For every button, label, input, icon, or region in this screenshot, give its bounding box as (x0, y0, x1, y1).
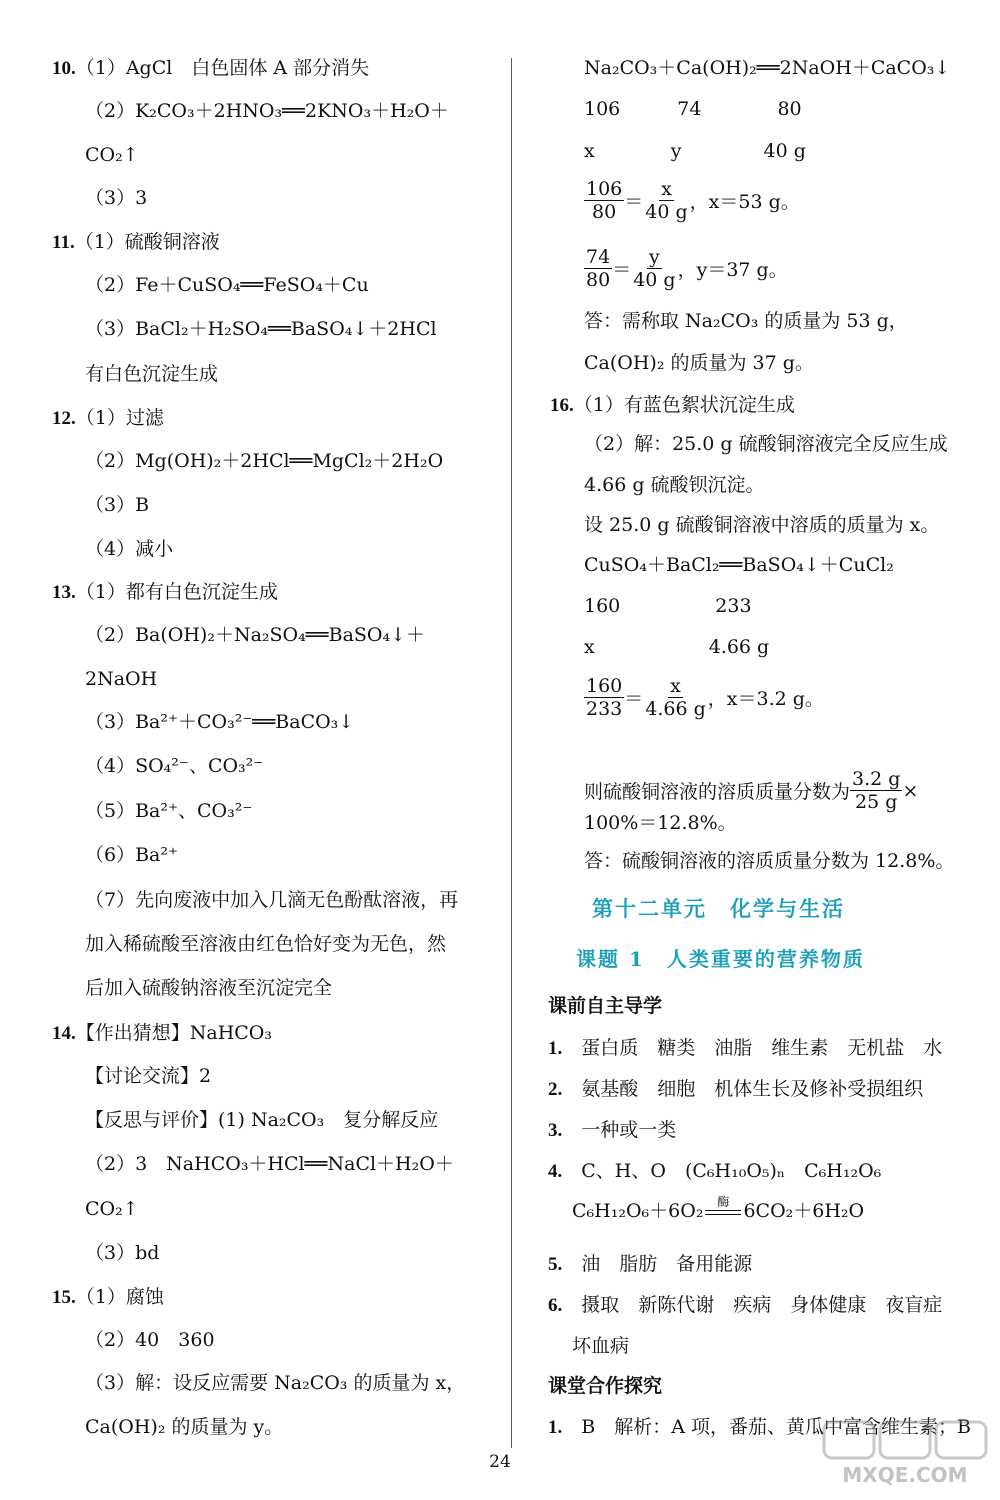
answer-line: Ca(OH)₂ 的质量为 37 g。 (584, 352, 814, 374)
numerator: 3.2 g (852, 768, 901, 790)
list-item: 3. 一种或一类 (548, 1119, 677, 1141)
section-heading: 课堂合作探究 (548, 1375, 663, 1397)
denominator: 40 g (633, 269, 676, 291)
question-16: 16.（1）有蓝色絮状沉淀生成 (550, 394, 795, 416)
answer-line: （2）40 360 (85, 1329, 215, 1351)
answer-line: 后加入硫酸钠溶液至沉淀完全 (85, 977, 333, 999)
answer-line: 100%＝12.8%。 (584, 812, 737, 834)
products: 6CO₂＋6H₂O (743, 1200, 865, 1222)
lesson-title: 课题 1 人类重要的营养物质 (576, 947, 865, 971)
section-heading: 课前自主导学 (548, 995, 663, 1017)
answer-line: 答：硫酸铜溶液的溶质质量分数为 12.8%。 (584, 850, 955, 872)
answer-line: （2）3 NaHCO₃＋HCl══NaCl＋H₂O＋ (85, 1153, 454, 1175)
answer-line: 15.（1）腐蚀 (52, 1286, 164, 1308)
proportion-2: $\frac{74}{80}$ ＝ $\frac{y}{40 g}$ ，y＝37 g。 (586, 246, 788, 291)
answer-line: （2）K₂CO₃＋2HNO₃══2KNO₃＋H₂O＋ (85, 100, 449, 122)
answer-line: 12.（1）过滤 (52, 407, 164, 429)
equation-line: x y 40 g (584, 140, 806, 162)
answer-line: 加入稀硫酸至溶液由红色恰好变为无色，然 (85, 933, 447, 955)
equation-line: 106 74 80 (584, 98, 802, 120)
answer-line: （5）Ba²⁺、CO₃²⁻ (85, 800, 253, 822)
answer-line: （3）3 (85, 187, 148, 209)
answer-line: （2）解：25.0 g 硫酸铜溶液完全反应生成 (584, 433, 948, 455)
answer-line: （2）Mg(OH)₂＋2HCl══MgCl₂＋2H₂O (85, 450, 444, 472)
result: ，x＝3.2 g。 (707, 688, 824, 710)
watermark-logo (820, 1418, 990, 1490)
answer-line: Ca(OH)₂ 的质量为 y。 (85, 1416, 284, 1438)
list-item: 1. B 解析：A 项，番茄、黄瓜中富含维生素；B (548, 1416, 971, 1438)
denominator: 4.66 g (645, 698, 706, 720)
denominator: 25 g (855, 791, 898, 813)
answer-line: （4）减小 (85, 538, 174, 560)
answer-line: 有白色沉淀生成 (85, 363, 219, 385)
answer-line: 10.（1）AgCl 白色固体 A 部分消失 (52, 57, 370, 79)
denominator: 233 (586, 698, 623, 720)
equation-line: CuSO₄＋BaCl₂══BaSO₄↓＋CuCl₂ (584, 554, 894, 576)
reactants: C₆H₁₂O₆＋6O₂ (572, 1200, 704, 1222)
proportion-1: $\frac{106}{80}$ ＝ $\frac{x}{40 g}$ ，x＝53 g。 (586, 178, 800, 223)
answer-line: 11.（1）硫酸铜溶液 (52, 231, 220, 253)
list-item: 1. 蛋白质 糖类 油脂 维生素 无机盐 水 (548, 1037, 943, 1059)
answer-line: （6）Ba²⁺ (85, 844, 179, 866)
condition: 酶 (717, 1195, 730, 1209)
answer-line: （7）先向废液中加入几滴无色酚酞溶液，再 (85, 889, 459, 911)
equation-line: x 4.66 g (584, 636, 770, 658)
times-sign: × (902, 779, 919, 802)
result: ，y＝37 g。 (677, 259, 788, 281)
answer-line: 4.66 g 硫酸钡沉淀。 (584, 474, 765, 496)
answer-line: 答：需称取 Na₂CO₃ 的质量为 53 g， (584, 310, 908, 332)
answer-line: 2NaOH (85, 668, 158, 690)
answer-line: （3）B (85, 494, 150, 516)
denominator: 80 (586, 269, 611, 291)
enzyme-equation (572, 1196, 864, 1223)
answer-line: 14.【作出猜想】NaHCO₃ (52, 1022, 273, 1044)
denominator: 40 g (645, 201, 688, 223)
answer-line: （3）Ba²⁺＋CO₃²⁻══BaCO₃↓ (85, 711, 355, 733)
answer-line: CO₂↑ (85, 1198, 139, 1220)
numerator: x (661, 178, 672, 200)
equation-line: 160 233 (584, 595, 752, 617)
equation-line: Na₂CO₃＋Ca(OH)₂══2NaOH＋CaCO₃↓ (584, 57, 951, 79)
mass-fraction-line (584, 768, 918, 813)
answer-line: 【讨论交流】2 (85, 1065, 212, 1087)
column-divider (511, 58, 512, 1448)
answer-line: 设 25.0 g 硫酸铜溶液中溶质的质量为 x。 (584, 514, 940, 536)
numerator: 160 (586, 675, 623, 697)
unit-title: 第十二单元 化学与生活 (592, 896, 845, 921)
answer-line: （3）bd (85, 1242, 160, 1264)
denominator: 80 (592, 201, 617, 223)
numerator: 74 (586, 246, 611, 268)
numerator: x (670, 675, 681, 697)
answer-line: （2）Ba(OH)₂＋Na₂SO₄══BaSO₄↓＋ (85, 624, 426, 646)
answer-line: （2）Fe＋CuSO₄══FeSO₄＋Cu (85, 274, 369, 296)
watermark-text: MXQE.COM (842, 1463, 968, 1487)
list-item: 2. 氨基酸 细胞 机体生长及修补受损组织 (548, 1078, 924, 1100)
list-item: 5. 油 脂肪 备用能源 (548, 1253, 753, 1275)
result: ，x＝53 g。 (689, 191, 800, 213)
page-number: 24 (489, 1452, 511, 1472)
reaction-arrow (705, 1196, 741, 1223)
answer-line: （3）解：设反应需要 Na₂CO₃ 的质量为 x， (85, 1372, 466, 1394)
answer-line: 【反思与评价】(1) Na₂CO₃ 复分解反应 (85, 1109, 439, 1131)
answer-line: （4）SO₄²⁻、CO₃²⁻ (85, 755, 264, 777)
answer-line: CO₂↑ (85, 144, 139, 166)
numerator: 106 (586, 178, 623, 200)
list-item: 坏血病 (572, 1335, 630, 1357)
text: 则硫酸铜溶液的溶质质量分数为 (584, 781, 851, 803)
numerator: y (649, 246, 660, 268)
proportion-3: $\frac{160}{233}$ ＝ $\frac{x}{4.66 g}$ ，x＝3.2 g。 (586, 675, 824, 720)
list-item: 4. C、H、O (C₆H₁₀O₅)ₙ C₆H₁₂O₆ (548, 1160, 882, 1182)
list-item: 6. 摄取 新陈代谢 疾病 身体健康 夜盲症 (548, 1294, 943, 1316)
answer-line: （3）BaCl₂＋H₂SO₄══BaSO₄↓＋2HCl (85, 318, 437, 340)
answer-line: 13.（1）都有白色沉淀生成 (52, 581, 278, 603)
